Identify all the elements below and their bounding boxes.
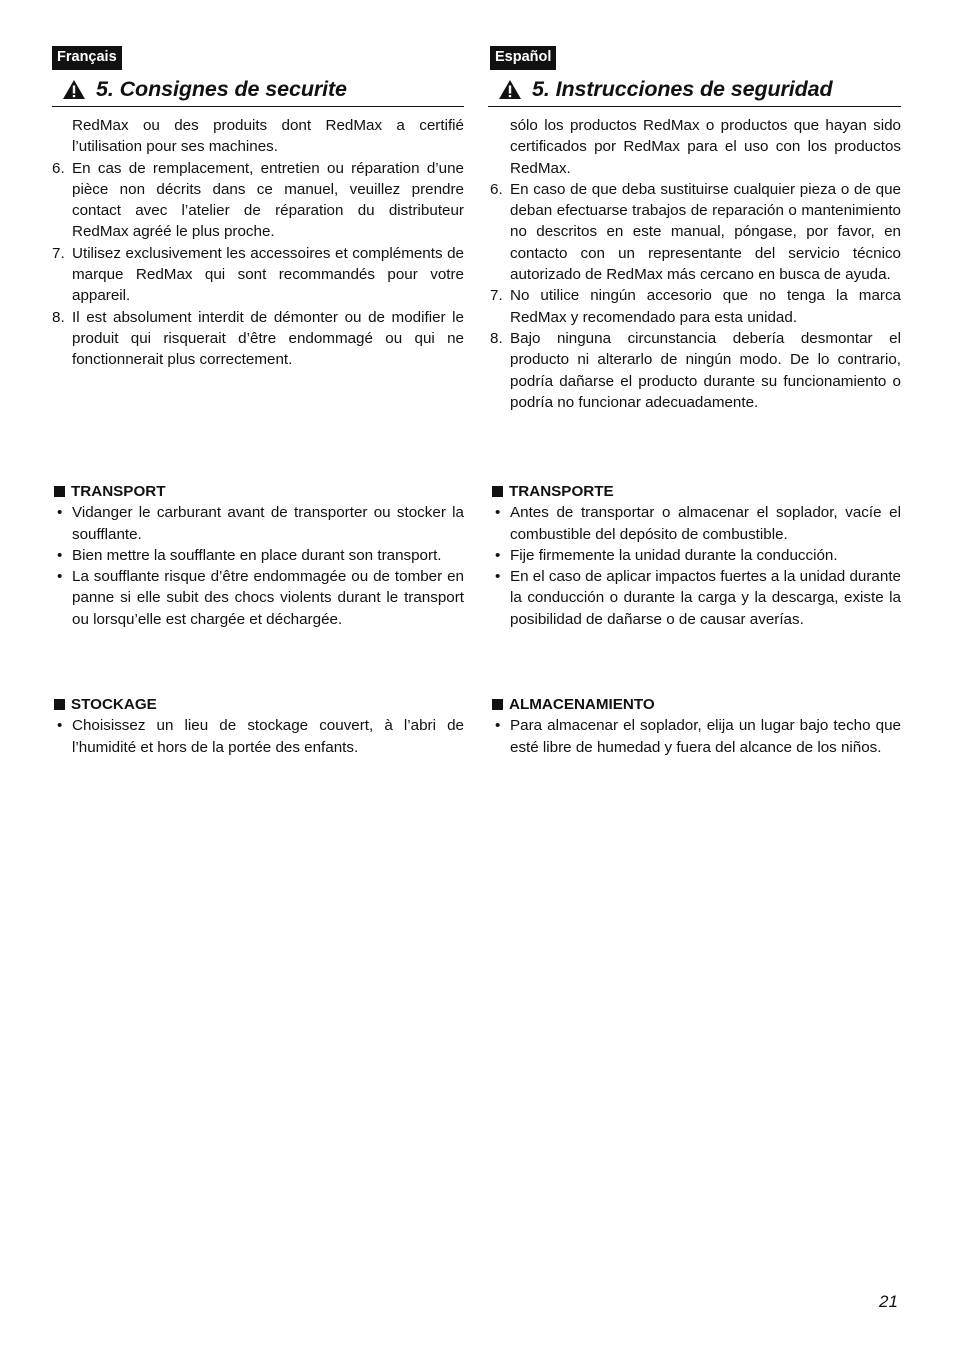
bullet-item xyxy=(490,502,901,545)
item-text: Utilisez exclusivement les accessoires et compléments de marque RedMax qui sont recommandés pour votre appareil. xyxy=(72,244,464,305)
heading-title: 5. Instrucciones de seguridad xyxy=(532,76,833,101)
numbered-item xyxy=(52,158,464,243)
item-number: 8. xyxy=(52,308,65,326)
item-number: 8. xyxy=(490,329,503,347)
bullet-text: Fije firmemente la unidad durante la conducción. xyxy=(510,546,838,564)
bullet-icon: • xyxy=(495,546,501,564)
item-text: Bajo ninguna circunstancia debería desmontar el producto ni alterarlo de ningún modo. De lo contrario, podría dañarse el producto durante su funcionamiento o podría no funcionar adecuadamente. xyxy=(510,329,901,411)
numbered-item xyxy=(52,243,464,307)
bullet-text: Para almacenar el soplador, elija un lugar bajo techo que esté libre de humedad y fuera del alcance de los niños. xyxy=(510,717,901,756)
spanish-column xyxy=(490,46,901,413)
bullet-icon: • xyxy=(57,717,63,735)
language-tag-spanish: Español xyxy=(490,46,556,70)
bullet-text: Antes de transportar o almacenar el soplador, vacíe el combustible del depósito de combustible. xyxy=(510,504,901,543)
section-heading-spanish xyxy=(488,74,901,107)
item-text: En caso de que deba sustituirse cualquier pieza o de que deban efectuarse trabajos de reparación o mantenimiento no descritos en este manual, póngase, por favor, en contacto con un representante del servicio técnico autorizado de RedMax más cercano en busca de ayuda. xyxy=(510,180,901,284)
spanish-body xyxy=(490,115,901,413)
bullet-item xyxy=(52,566,464,630)
bullet-icon: • xyxy=(495,568,501,586)
warning-triangle-icon xyxy=(62,79,86,100)
language-tag-french: Français xyxy=(52,46,122,70)
french-transport-section xyxy=(52,473,464,630)
item-number: 7. xyxy=(490,287,503,305)
transport-title xyxy=(52,481,464,502)
item-number: 7. xyxy=(52,244,65,262)
item-text: No utilice ningún accesorio que no tenga la marca RedMax y recomendado para esta unidad. xyxy=(510,287,901,326)
french-storage-section xyxy=(52,686,464,758)
numbered-item xyxy=(490,179,901,285)
storage-title xyxy=(52,694,464,715)
spanish-storage-section xyxy=(490,686,901,758)
bullet-text: Choisissez un lieu de stockage couvert, à l’abri de l’humidité et hors de la portée des enfants. xyxy=(72,717,464,756)
transport-title xyxy=(490,481,901,502)
intro-paragraph: RedMax ou des produits dont RedMax a certifié l’utilisation pour ses machines. xyxy=(72,117,464,156)
item-text: En cas de remplacement, entretien ou réparation d’une pièce non décrits dans ce manuel, veuillez prendre contact avec l’atelier de réparation du distributeur RedMax agréé le plus proche. xyxy=(72,159,464,241)
numbered-item xyxy=(490,285,901,328)
storage-title xyxy=(490,694,901,715)
black-square-icon xyxy=(54,699,65,710)
storage-title-text: STOCKAGE xyxy=(71,696,157,713)
black-square-icon xyxy=(492,486,503,497)
bullet-item xyxy=(52,545,464,566)
item-text: Il est absolument interdit de démonter ou de modifier le produit qui risquerait d’être endommagé ou qui ne fonctionnerait plus correctement. xyxy=(72,308,464,369)
item-number: 6. xyxy=(490,180,503,198)
french-body xyxy=(52,115,464,371)
bullet-item xyxy=(490,715,901,758)
bullet-text: Bien mettre la soufflante en place durant son transport. xyxy=(72,546,442,564)
bullet-item xyxy=(52,715,464,758)
item-number: 6. xyxy=(52,159,65,177)
warning-triangle-icon xyxy=(498,79,522,100)
bullet-icon: • xyxy=(57,568,63,586)
black-square-icon xyxy=(54,486,65,497)
bullet-text: La soufflante risque d’être endommagée ou de tomber en panne si elle subit des chocs violents durant le transport ou lorsqu’elle est chargée et déchargée. xyxy=(72,568,464,628)
intro-paragraph: sólo los productos RedMax o productos que hayan sido certificados por RedMax para el uso con los productos RedMax. xyxy=(510,117,901,177)
bullet-text: Vidanger le carburant avant de transporter ou stocker la soufflante. xyxy=(72,504,464,543)
numbered-item xyxy=(52,307,464,371)
bullet-icon: • xyxy=(57,546,63,564)
transport-title-text: TRANSPORTE xyxy=(509,483,614,500)
bullet-icon: • xyxy=(57,504,63,522)
heading-title: 5. Consignes de securite xyxy=(96,76,347,101)
bullet-text: En el caso de aplicar impactos fuertes a la unidad durante la conducción o durante la carga y la descarga, existe la posibilidad de dañarse o de causar averías. xyxy=(510,568,901,628)
bullet-icon: • xyxy=(495,504,501,522)
transport-title-text: TRANSPORT xyxy=(71,483,166,500)
section-heading-french xyxy=(52,74,464,107)
bullet-item xyxy=(490,566,901,630)
storage-title-text: ALMACENAMIENTO xyxy=(509,696,655,713)
bullet-item xyxy=(490,545,901,566)
black-square-icon xyxy=(492,699,503,710)
french-column xyxy=(52,46,464,371)
bullet-item xyxy=(52,502,464,545)
page-number: 21 xyxy=(879,1292,898,1311)
numbered-item xyxy=(490,328,901,413)
bullet-icon: • xyxy=(495,717,501,735)
spanish-transport-section xyxy=(490,473,901,630)
